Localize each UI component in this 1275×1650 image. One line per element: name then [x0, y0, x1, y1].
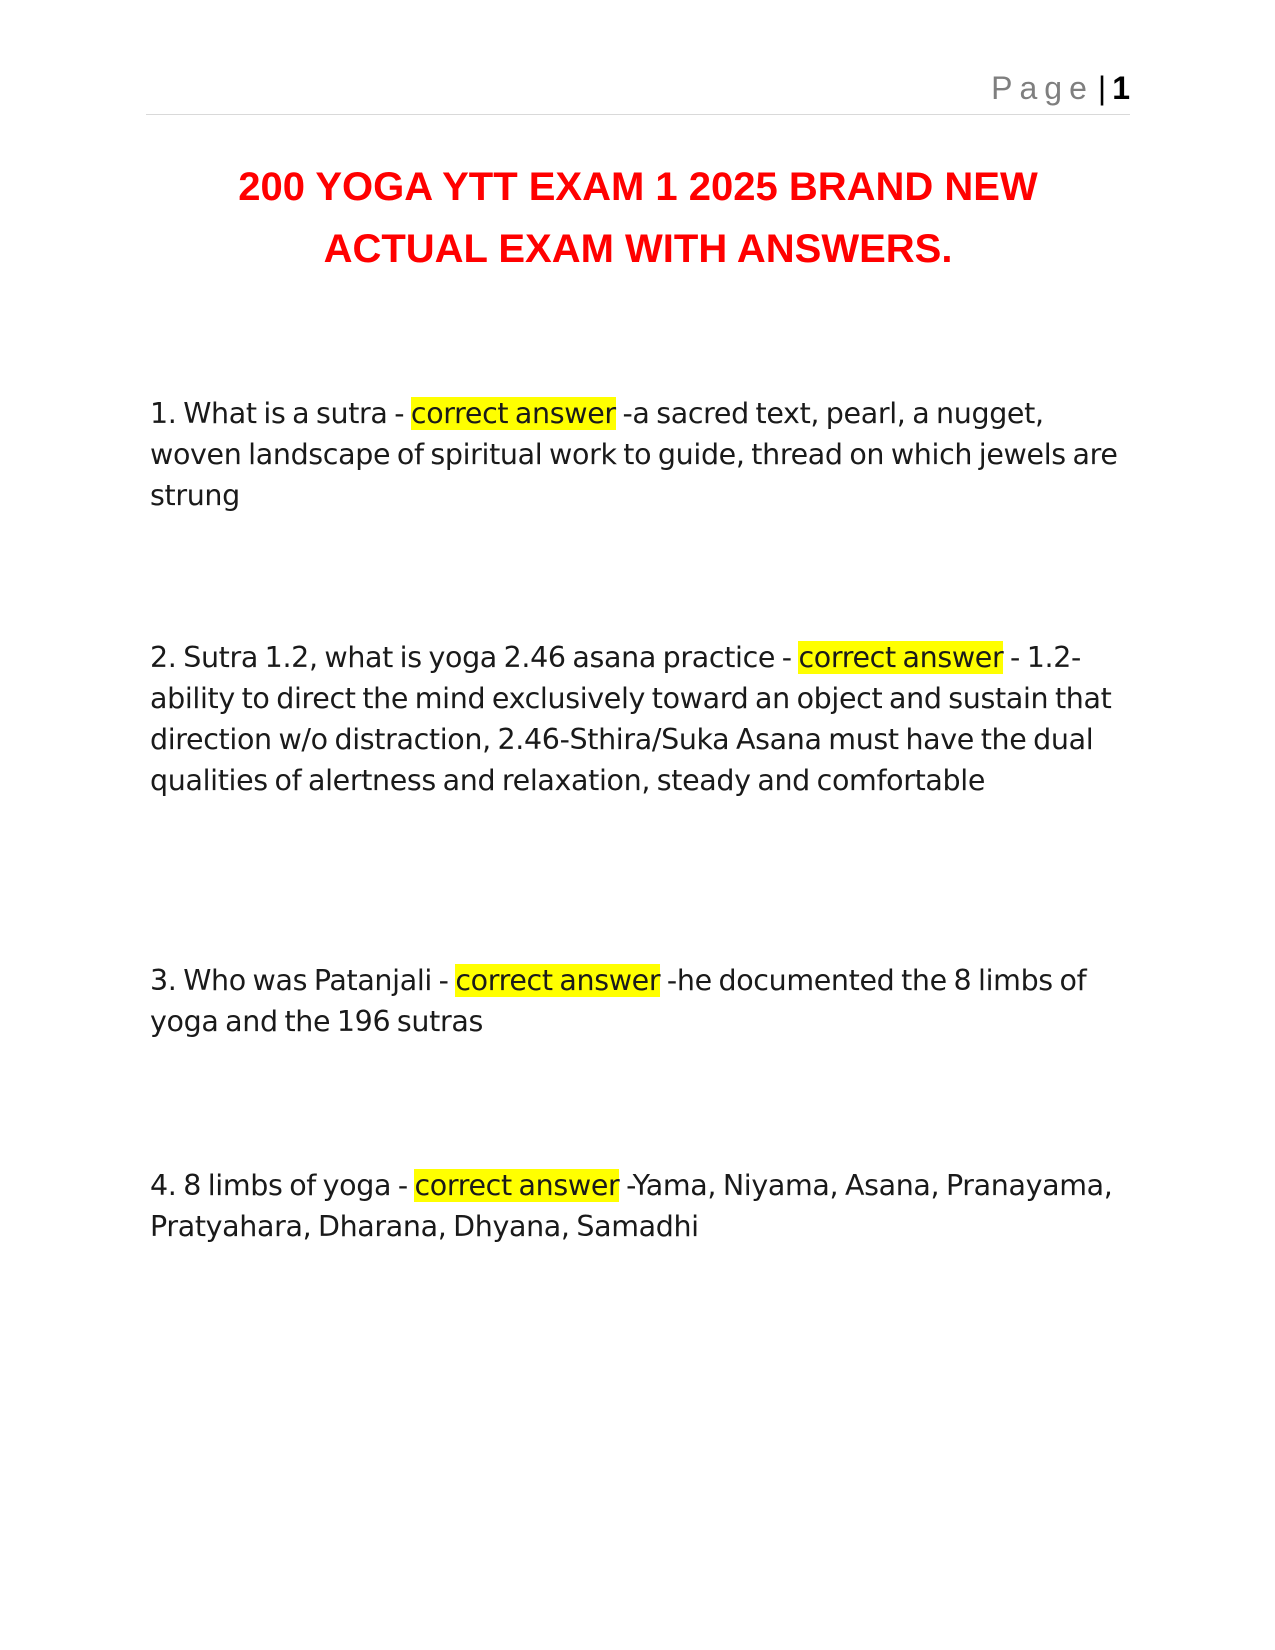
correct-answer-marker: correct answer [798, 641, 1004, 674]
answer-text: - 1.2-ability to direct the mind exclusively toward an object and sustain that direction w/o distraction, 2.46-Sthira/Suka Asana must have the dual qualities of alertness and relaxation, steady and comfortable [150, 641, 1112, 797]
question-item-3 [150, 960, 1130, 1042]
page-header [146, 70, 1130, 115]
correct-answer-marker: correct answer [410, 397, 616, 430]
title-line-2: ACTUAL EXAM WITH ANSWERS. [323, 227, 953, 271]
page-number: 1 [1112, 70, 1130, 106]
question-item-4 [150, 1165, 1130, 1247]
title-line-1: 200 YOGA YTT EXAM 1 2025 BRAND NEW [238, 165, 1038, 209]
answer-text: -a sacred text, pearl, a nugget, woven landscape of spiritual work to guide, thread on which jewels are strung [150, 397, 1118, 512]
question-text: 1. What is a sutra - [150, 397, 411, 430]
question-text: 3. Who was Patanjali - [150, 964, 456, 997]
question-item-1 [150, 393, 1130, 516]
document-title [146, 156, 1130, 280]
answer-text: -Yama, Niyama, Asana, Pranayama, Pratyahara, Dharana, Dhyana, Samadhi [150, 1169, 1113, 1243]
correct-answer-marker: correct answer [414, 1169, 620, 1202]
correct-answer-marker: correct answer [455, 964, 661, 997]
answer-text: -he documented the 8 limbs of yoga and the 196 sutras [150, 964, 1087, 1038]
question-item-2 [150, 637, 1130, 801]
question-text: 2. Sutra 1.2, what is yoga 2.46 asana practice - [150, 641, 799, 674]
question-text: 4. 8 limbs of yoga - [150, 1169, 415, 1202]
page-label: Page [991, 70, 1094, 106]
page-separator: | [1097, 70, 1107, 106]
